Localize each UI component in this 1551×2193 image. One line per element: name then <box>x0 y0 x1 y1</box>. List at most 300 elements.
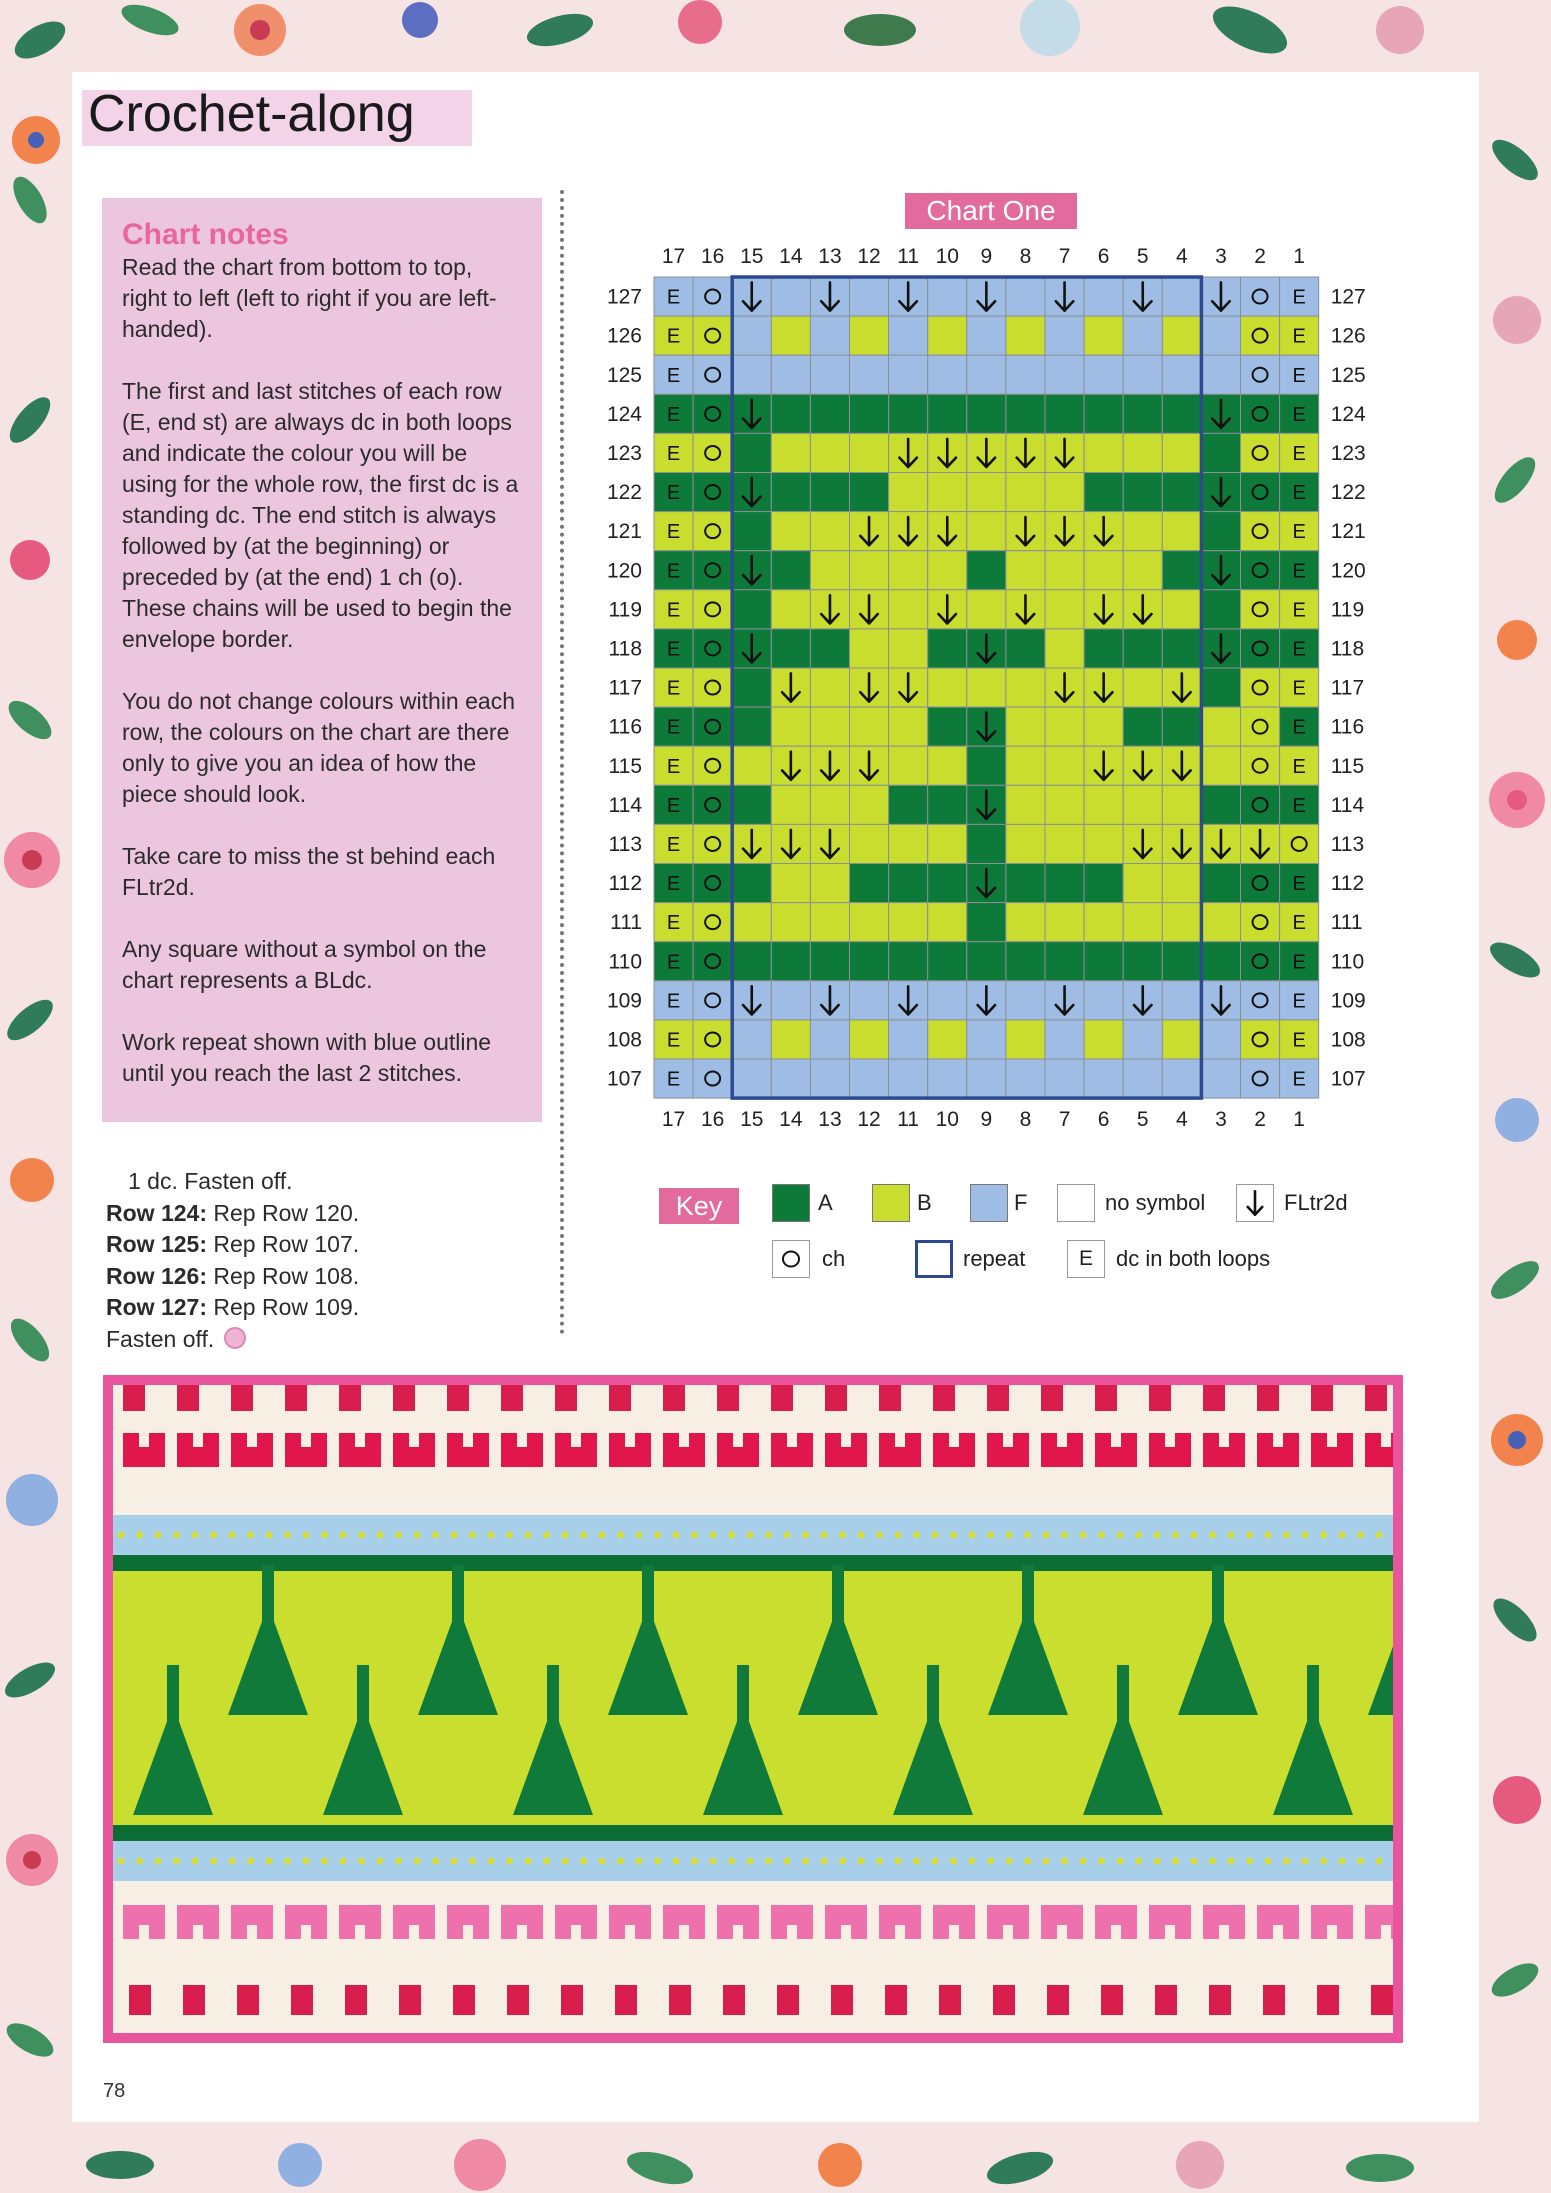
stripe-dot <box>710 1532 717 1539</box>
chart-cell <box>1201 746 1240 785</box>
arrow-down-icon <box>1237 1185 1273 1221</box>
chart-cell <box>810 864 849 903</box>
row-number-right: 112 <box>1330 872 1365 896</box>
chart-cell <box>928 629 967 668</box>
chart-cell <box>1241 473 1280 512</box>
chart-cell <box>1123 1059 1162 1098</box>
stripe-dot <box>1339 1532 1346 1539</box>
red-motif-bottom <box>1101 1985 1123 2015</box>
stripe-dot <box>747 1858 754 1865</box>
chart-cell <box>1241 277 1280 316</box>
dc-both-loops-symbol: E <box>666 442 681 465</box>
stripe-dot <box>784 1858 791 1865</box>
chart-cell <box>1241 1059 1280 1098</box>
chart-cell <box>928 785 967 824</box>
red-motif-top <box>825 1385 847 1411</box>
row-number-left: 120 <box>606 559 642 583</box>
stripe-dot <box>1376 1858 1383 1865</box>
stripe-dot <box>1320 1532 1327 1539</box>
chain-symbol-icon <box>783 1252 799 1267</box>
chart-cell <box>1084 707 1123 746</box>
chart-cell <box>771 512 810 551</box>
chart-cell <box>771 355 810 394</box>
chart-cell <box>967 590 1006 629</box>
chart-cell <box>1241 1020 1280 1059</box>
chart-cell <box>1045 394 1084 433</box>
stripe-dot <box>525 1532 532 1539</box>
stripe-dot <box>1172 1532 1179 1539</box>
chart-cell <box>1006 668 1045 707</box>
chart-cell <box>1280 824 1319 863</box>
chart-cell <box>1201 668 1240 707</box>
green-band-top <box>113 1555 1393 1571</box>
dc-both-loops-symbol: E <box>1292 990 1306 1013</box>
red-motif-top <box>609 1385 631 1411</box>
chart-cell <box>732 942 771 981</box>
chart-cell <box>1084 785 1123 824</box>
dc-both-loops-symbol: E <box>666 482 681 505</box>
chart-cell <box>1241 942 1280 981</box>
chart-cell <box>1123 473 1162 512</box>
stripe-dot <box>1246 1532 1253 1539</box>
stripe-dot <box>728 1532 735 1539</box>
chart-cell <box>1201 590 1240 629</box>
stripe-dot <box>821 1858 828 1865</box>
row-number-right: 110 <box>1330 950 1365 974</box>
row-number-left: 117 <box>608 676 642 700</box>
chart-cell <box>1241 590 1280 629</box>
stripe-dot <box>562 1532 569 1539</box>
pattern-row <box>106 1261 359 1293</box>
dc-both-loops-symbol: E <box>666 1068 681 1091</box>
red-motif-top <box>1365 1385 1387 1411</box>
chart-cell <box>1045 590 1084 629</box>
chart-cell <box>1201 355 1240 394</box>
chart-cell <box>693 590 732 629</box>
chart-cell <box>1162 355 1201 394</box>
column-number-top: 10 <box>935 245 959 268</box>
chart-cell <box>810 629 849 668</box>
chart-cell <box>1045 707 1084 746</box>
chart-cell <box>850 355 889 394</box>
row-number-right: 122 <box>1330 481 1366 505</box>
chart-cell <box>928 942 967 981</box>
stripe-dot <box>303 1858 310 1865</box>
stripe-dot <box>1228 1858 1235 1865</box>
stripe-dot <box>913 1858 920 1865</box>
pattern-row-label: Row 126: <box>106 1262 207 1289</box>
chart-cell <box>1201 864 1240 903</box>
stripe-dot <box>839 1532 846 1539</box>
chart-cell <box>928 1020 967 1059</box>
stripe-dot <box>321 1532 328 1539</box>
stripe-dot <box>987 1858 994 1865</box>
column-number-bottom: 17 <box>661 1108 686 1132</box>
chart-cell <box>889 1020 928 1059</box>
red-motif-bottom <box>399 1985 421 2015</box>
chart-cell <box>967 551 1006 590</box>
chart-cell <box>928 355 967 394</box>
chart-cell <box>1045 824 1084 863</box>
chart-cell <box>1084 864 1123 903</box>
stripe-dot <box>1061 1532 1068 1539</box>
stripe-dot <box>284 1532 291 1539</box>
stripe-dot <box>580 1858 587 1865</box>
row-number-right: 126 <box>1330 324 1366 348</box>
chart-cell <box>693 433 732 472</box>
chart-cell <box>889 785 928 824</box>
dc-both-loops-symbol: E <box>1292 1029 1306 1052</box>
stripe-dot <box>284 1858 291 1865</box>
stripe-dot <box>1302 1858 1309 1865</box>
chart-cell <box>693 824 732 863</box>
chart-cell <box>1201 433 1240 472</box>
red-motif-bottom <box>561 1985 583 2015</box>
stripe-dot <box>340 1858 347 1865</box>
chart-cell <box>771 707 810 746</box>
chart-cell <box>732 1020 771 1059</box>
red-motif-bottom <box>507 1985 529 2015</box>
chart-cell <box>693 903 732 942</box>
chart-cell <box>693 707 732 746</box>
chart-cell <box>1162 1059 1201 1098</box>
row-number-right: 108 <box>1330 1028 1366 1052</box>
chart-cell <box>771 629 810 668</box>
tree-trunk <box>452 1565 464 1715</box>
chart-cell <box>810 1059 849 1098</box>
chart-cell <box>1123 433 1162 472</box>
stripe-dot <box>488 1532 495 1539</box>
chart-cell <box>693 394 732 433</box>
stripe-dot <box>506 1858 513 1865</box>
row-number-right: 117 <box>1330 676 1365 700</box>
column-number-bottom: 7 <box>1058 1108 1071 1132</box>
chart-cell <box>850 394 889 433</box>
stripe-dot <box>673 1532 680 1539</box>
chart-cell <box>1241 629 1280 668</box>
dc-both-loops-symbol: E <box>666 364 681 387</box>
red-motif-bottom <box>183 1985 205 2015</box>
row-number-left: 113 <box>608 832 642 856</box>
chart-cell <box>1241 355 1280 394</box>
stripe-dot <box>1376 1532 1383 1539</box>
key-swatch-b <box>872 1184 910 1222</box>
stripe-dot <box>525 1858 532 1865</box>
row-number-right: 127 <box>1330 285 1366 309</box>
stripe-dot <box>1154 1532 1161 1539</box>
chart-cell <box>771 473 810 512</box>
pattern-row-label: Row 124: <box>106 1199 207 1226</box>
chart-cell <box>1045 551 1084 590</box>
column-number-bottom: 1 <box>1293 1108 1305 1132</box>
chart-cell <box>1006 629 1045 668</box>
chart-cell <box>889 394 928 433</box>
chart-cell <box>1162 433 1201 472</box>
row-number-right: 115 <box>1330 754 1365 778</box>
chart-cell <box>732 785 771 824</box>
key-label: no symbol <box>1105 1190 1206 1215</box>
green-band-bottom <box>113 1825 1393 1841</box>
chart-cell <box>1162 473 1201 512</box>
chart-cell <box>732 668 771 707</box>
row-number-left: 109 <box>606 989 642 1013</box>
chart-cell <box>1045 473 1084 512</box>
dc-both-loops-symbol: E <box>1292 951 1306 974</box>
stripe-dot <box>1357 1858 1364 1865</box>
chart-cell <box>967 942 1006 981</box>
pattern-row <box>106 1229 359 1261</box>
stripe-dot <box>192 1858 199 1865</box>
stripe-dot <box>895 1858 902 1865</box>
chart-cell <box>928 707 967 746</box>
chart-cell <box>1123 668 1162 707</box>
pattern-row-text: Rep Row 108. <box>213 1262 360 1289</box>
tree-trunk <box>1307 1665 1319 1815</box>
dc-both-loops-symbol: E <box>1292 873 1306 896</box>
row-number-right: 114 <box>1330 793 1365 817</box>
stitch-chart <box>598 190 1398 1135</box>
chart-cell <box>693 981 732 1020</box>
dc-both-loops-symbol: E <box>1292 521 1306 544</box>
chart-cell <box>967 316 1006 355</box>
chart-cell <box>1123 355 1162 394</box>
stripe-dot <box>1024 1532 1031 1539</box>
stripe-dot <box>395 1532 402 1539</box>
stripe-dot <box>987 1532 994 1539</box>
chart-cell <box>732 355 771 394</box>
tree-trunk <box>1117 1665 1129 1815</box>
row-number-right: 124 <box>1330 402 1366 426</box>
chart-cell <box>693 473 732 512</box>
stripe-dot <box>340 1532 347 1539</box>
chart-cell <box>1084 277 1123 316</box>
row-number-left: 112 <box>608 872 642 896</box>
chart-cell <box>1045 1059 1084 1098</box>
chart-cell <box>732 707 771 746</box>
dc-both-loops-symbol: E <box>1292 794 1306 817</box>
key-swatch-repeat <box>915 1240 953 1278</box>
stripe-dot <box>469 1532 476 1539</box>
column-number-bottom: 15 <box>740 1108 764 1132</box>
chart-cell <box>850 903 889 942</box>
stripe-dot <box>229 1532 236 1539</box>
key-label: dc in both loops <box>1116 1246 1271 1271</box>
chart-cell <box>732 316 771 355</box>
red-motif-top <box>933 1385 955 1411</box>
chart-cell <box>1123 629 1162 668</box>
stripe-dot <box>895 1532 902 1539</box>
dc-both-loops-symbol: E <box>1292 442 1306 465</box>
stripe-dot <box>969 1858 976 1865</box>
chart-cell <box>1006 1059 1045 1098</box>
dc-both-loops-symbol: E <box>1292 599 1306 622</box>
chart-cell <box>850 824 889 863</box>
row-number-right: 119 <box>1330 598 1365 622</box>
red-motif-bottom <box>777 1985 799 2015</box>
chart-cell <box>693 355 732 394</box>
dc-both-loops-symbol: E <box>1292 286 1306 309</box>
column-number-bottom: 5 <box>1136 1108 1149 1132</box>
stripe-dot <box>229 1858 236 1865</box>
stripe-dot <box>691 1532 698 1539</box>
chart-cell <box>810 355 849 394</box>
stripe-dot <box>1283 1858 1290 1865</box>
chart-cell <box>1162 277 1201 316</box>
row-number-left: 115 <box>608 754 642 778</box>
chart-cell <box>928 277 967 316</box>
chart-cell <box>967 473 1006 512</box>
chart-cell <box>967 903 1006 942</box>
chart-cell <box>1084 824 1123 863</box>
chart-cell <box>1241 707 1280 746</box>
chart-cell <box>1241 668 1280 707</box>
red-motif-bottom <box>129 1985 151 2015</box>
stripe-dot <box>636 1858 643 1865</box>
stripe-dot <box>1283 1532 1290 1539</box>
key-swatch-fltr2d <box>1236 1184 1274 1222</box>
chart-cell <box>889 903 928 942</box>
chart-cell <box>1123 316 1162 355</box>
stripe-dot <box>1246 1858 1253 1865</box>
row-number-left: 110 <box>608 950 642 974</box>
chart-cell <box>771 277 810 316</box>
chart-cell <box>928 668 967 707</box>
stripe-dot <box>118 1532 125 1539</box>
chart-cell <box>1123 864 1162 903</box>
chart-cell <box>771 394 810 433</box>
chart-cell <box>1006 473 1045 512</box>
dc-both-loops-symbol: E <box>1292 716 1306 739</box>
column-number-bottom: 8 <box>1019 1108 1032 1132</box>
stripe-dot <box>1191 1858 1198 1865</box>
tree-trunk <box>737 1665 749 1815</box>
row-number-left: 111 <box>610 911 642 935</box>
chart-cell <box>1006 551 1045 590</box>
chart-cell <box>732 1059 771 1098</box>
chart-cell <box>732 590 771 629</box>
chart-cell <box>850 316 889 355</box>
chart-cell <box>967 394 1006 433</box>
chart-note: Read the chart from bottom to top, right to left (left to right if you are left-handed). <box>122 254 497 342</box>
stripe-dot <box>1154 1858 1161 1865</box>
key-badge: Key <box>659 1188 739 1224</box>
chart-cell <box>1045 746 1084 785</box>
column-number-bottom: 13 <box>818 1108 842 1132</box>
chart-cell <box>1006 355 1045 394</box>
red-motif-top <box>1311 1385 1333 1411</box>
chart-cell <box>928 551 967 590</box>
tree-trunk <box>1212 1565 1224 1715</box>
chart-cell <box>1045 903 1084 942</box>
chart-note: The first and last stitches of each row (E, end st) are always dc in both loops and indicate the colour you will be using for the whole row, the first dc is a standing dc. The end stitch is always followed by (at the beginning) or preceded by (at the end) 1 ch (o). These chains will be used to begin the envelope border. <box>122 378 519 652</box>
red-motif-bottom <box>1317 1985 1339 2015</box>
chart-cell <box>1084 1059 1123 1098</box>
row-number-left: 107 <box>606 1067 642 1091</box>
chart-cell <box>732 864 771 903</box>
chart-cell <box>1045 1020 1084 1059</box>
column-number-top: 15 <box>740 245 764 268</box>
chart-cell <box>1241 746 1280 785</box>
column-number-bottom: 14 <box>779 1108 803 1132</box>
pattern-instructions <box>106 1166 359 1355</box>
chart-cell <box>850 864 889 903</box>
chart-cell <box>1045 316 1084 355</box>
stripe-dot <box>358 1858 365 1865</box>
column-divider <box>560 190 564 1335</box>
row-number-left: 127 <box>606 285 642 309</box>
chart-cell <box>889 551 928 590</box>
column-number-top: 11 <box>897 245 920 268</box>
chart-cell <box>810 903 849 942</box>
chart-cell <box>1006 942 1045 981</box>
dc-both-loops-symbol: E <box>1292 677 1306 700</box>
chart-cell <box>1084 433 1123 472</box>
chart-cell <box>1241 433 1280 472</box>
row-number-left: 118 <box>608 637 642 661</box>
column-number-top: 1 <box>1293 245 1305 268</box>
column-number-bottom: 4 <box>1176 1108 1188 1132</box>
stripe-dot <box>784 1532 791 1539</box>
chart-cell <box>889 746 928 785</box>
chart-cell <box>810 473 849 512</box>
stripe-dot <box>1209 1858 1216 1865</box>
column-number-bottom: 9 <box>980 1108 993 1132</box>
dc-both-loops-symbol: E <box>1292 403 1306 426</box>
red-motif-top <box>771 1385 793 1411</box>
dc-both-loops-symbol: E <box>666 990 681 1013</box>
chart-cell <box>889 316 928 355</box>
chart-cell <box>810 316 849 355</box>
chart-cell <box>928 824 967 863</box>
row-number-right: 121 <box>1330 520 1366 544</box>
chart-cell <box>1084 1020 1123 1059</box>
row-number-left: 126 <box>606 324 642 348</box>
stripe-dot <box>118 1858 125 1865</box>
chart-cell <box>1084 942 1123 981</box>
stripe-dot <box>247 1858 254 1865</box>
red-motif-top <box>393 1385 415 1411</box>
chart-cell <box>771 316 810 355</box>
stripe-dot <box>654 1532 661 1539</box>
stripe-dot <box>1098 1858 1105 1865</box>
chart-cell <box>1045 864 1084 903</box>
dc-both-loops-symbol: E <box>666 325 681 348</box>
chart-cell <box>810 512 849 551</box>
key-swatch-no-symbol <box>1057 1184 1095 1222</box>
chart-cell <box>1006 864 1045 903</box>
pattern-row <box>106 1324 359 1356</box>
red-motif-top <box>1257 1385 1279 1411</box>
stripe-dot <box>266 1858 273 1865</box>
stripe-dot <box>802 1858 809 1865</box>
chart-cell <box>693 1059 732 1098</box>
chart-cell <box>810 707 849 746</box>
stripe-dot <box>636 1532 643 1539</box>
chart-cell <box>693 629 732 668</box>
stripe-dot <box>950 1532 957 1539</box>
stripe-dot <box>1339 1858 1346 1865</box>
column-number-top: 4 <box>1176 245 1188 268</box>
chart-cell <box>1006 394 1045 433</box>
chart-cell <box>850 433 889 472</box>
red-motif-bottom <box>939 1985 961 2015</box>
stripe-dot <box>839 1858 846 1865</box>
stripe-dot <box>1061 1858 1068 1865</box>
red-motif-top <box>501 1385 523 1411</box>
chart-cell <box>1162 864 1201 903</box>
pattern-row-label: Row 125: <box>106 1231 207 1257</box>
chart-cell <box>693 551 732 590</box>
